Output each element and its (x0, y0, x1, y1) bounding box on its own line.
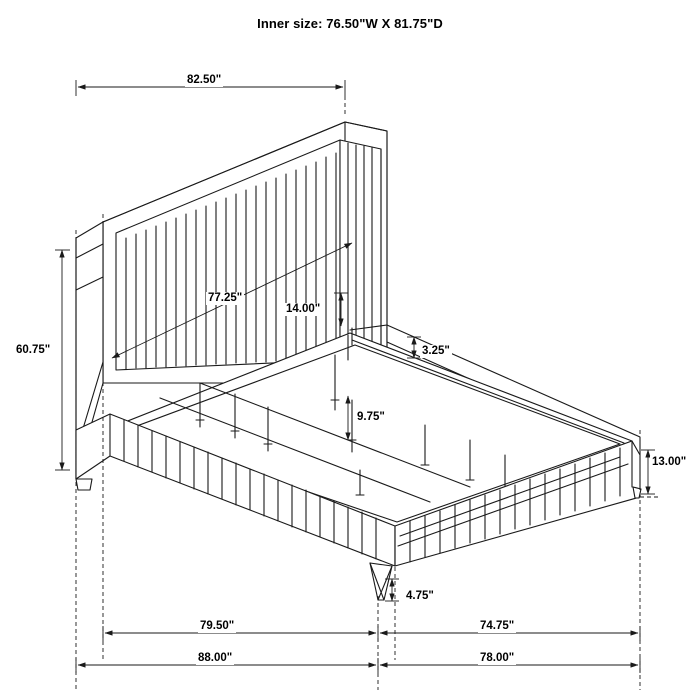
dim-label-74-75: 74.75" (480, 620, 515, 632)
dim-label-79-50: 79.50" (200, 620, 235, 632)
dim-label-82-50: 82.50" (187, 74, 222, 86)
dim-label-13-00: 13.00" (652, 456, 687, 468)
dim-label-60-75: 60.75" (16, 344, 51, 356)
dim-label-88-00: 88.00" (198, 652, 233, 664)
dim-label-9-75: 9.75" (357, 411, 385, 423)
dim-label-14-00: 14.00" (286, 303, 321, 315)
dim-label-78-00: 78.00" (480, 652, 515, 664)
dim-label-3-25: 3.25" (422, 345, 450, 357)
dim-label-4-75: 4.75" (406, 590, 434, 602)
dim-label-77-25: 77.25" (208, 292, 243, 304)
page-title: Inner size: 76.50"W X 81.75"D (257, 16, 443, 31)
